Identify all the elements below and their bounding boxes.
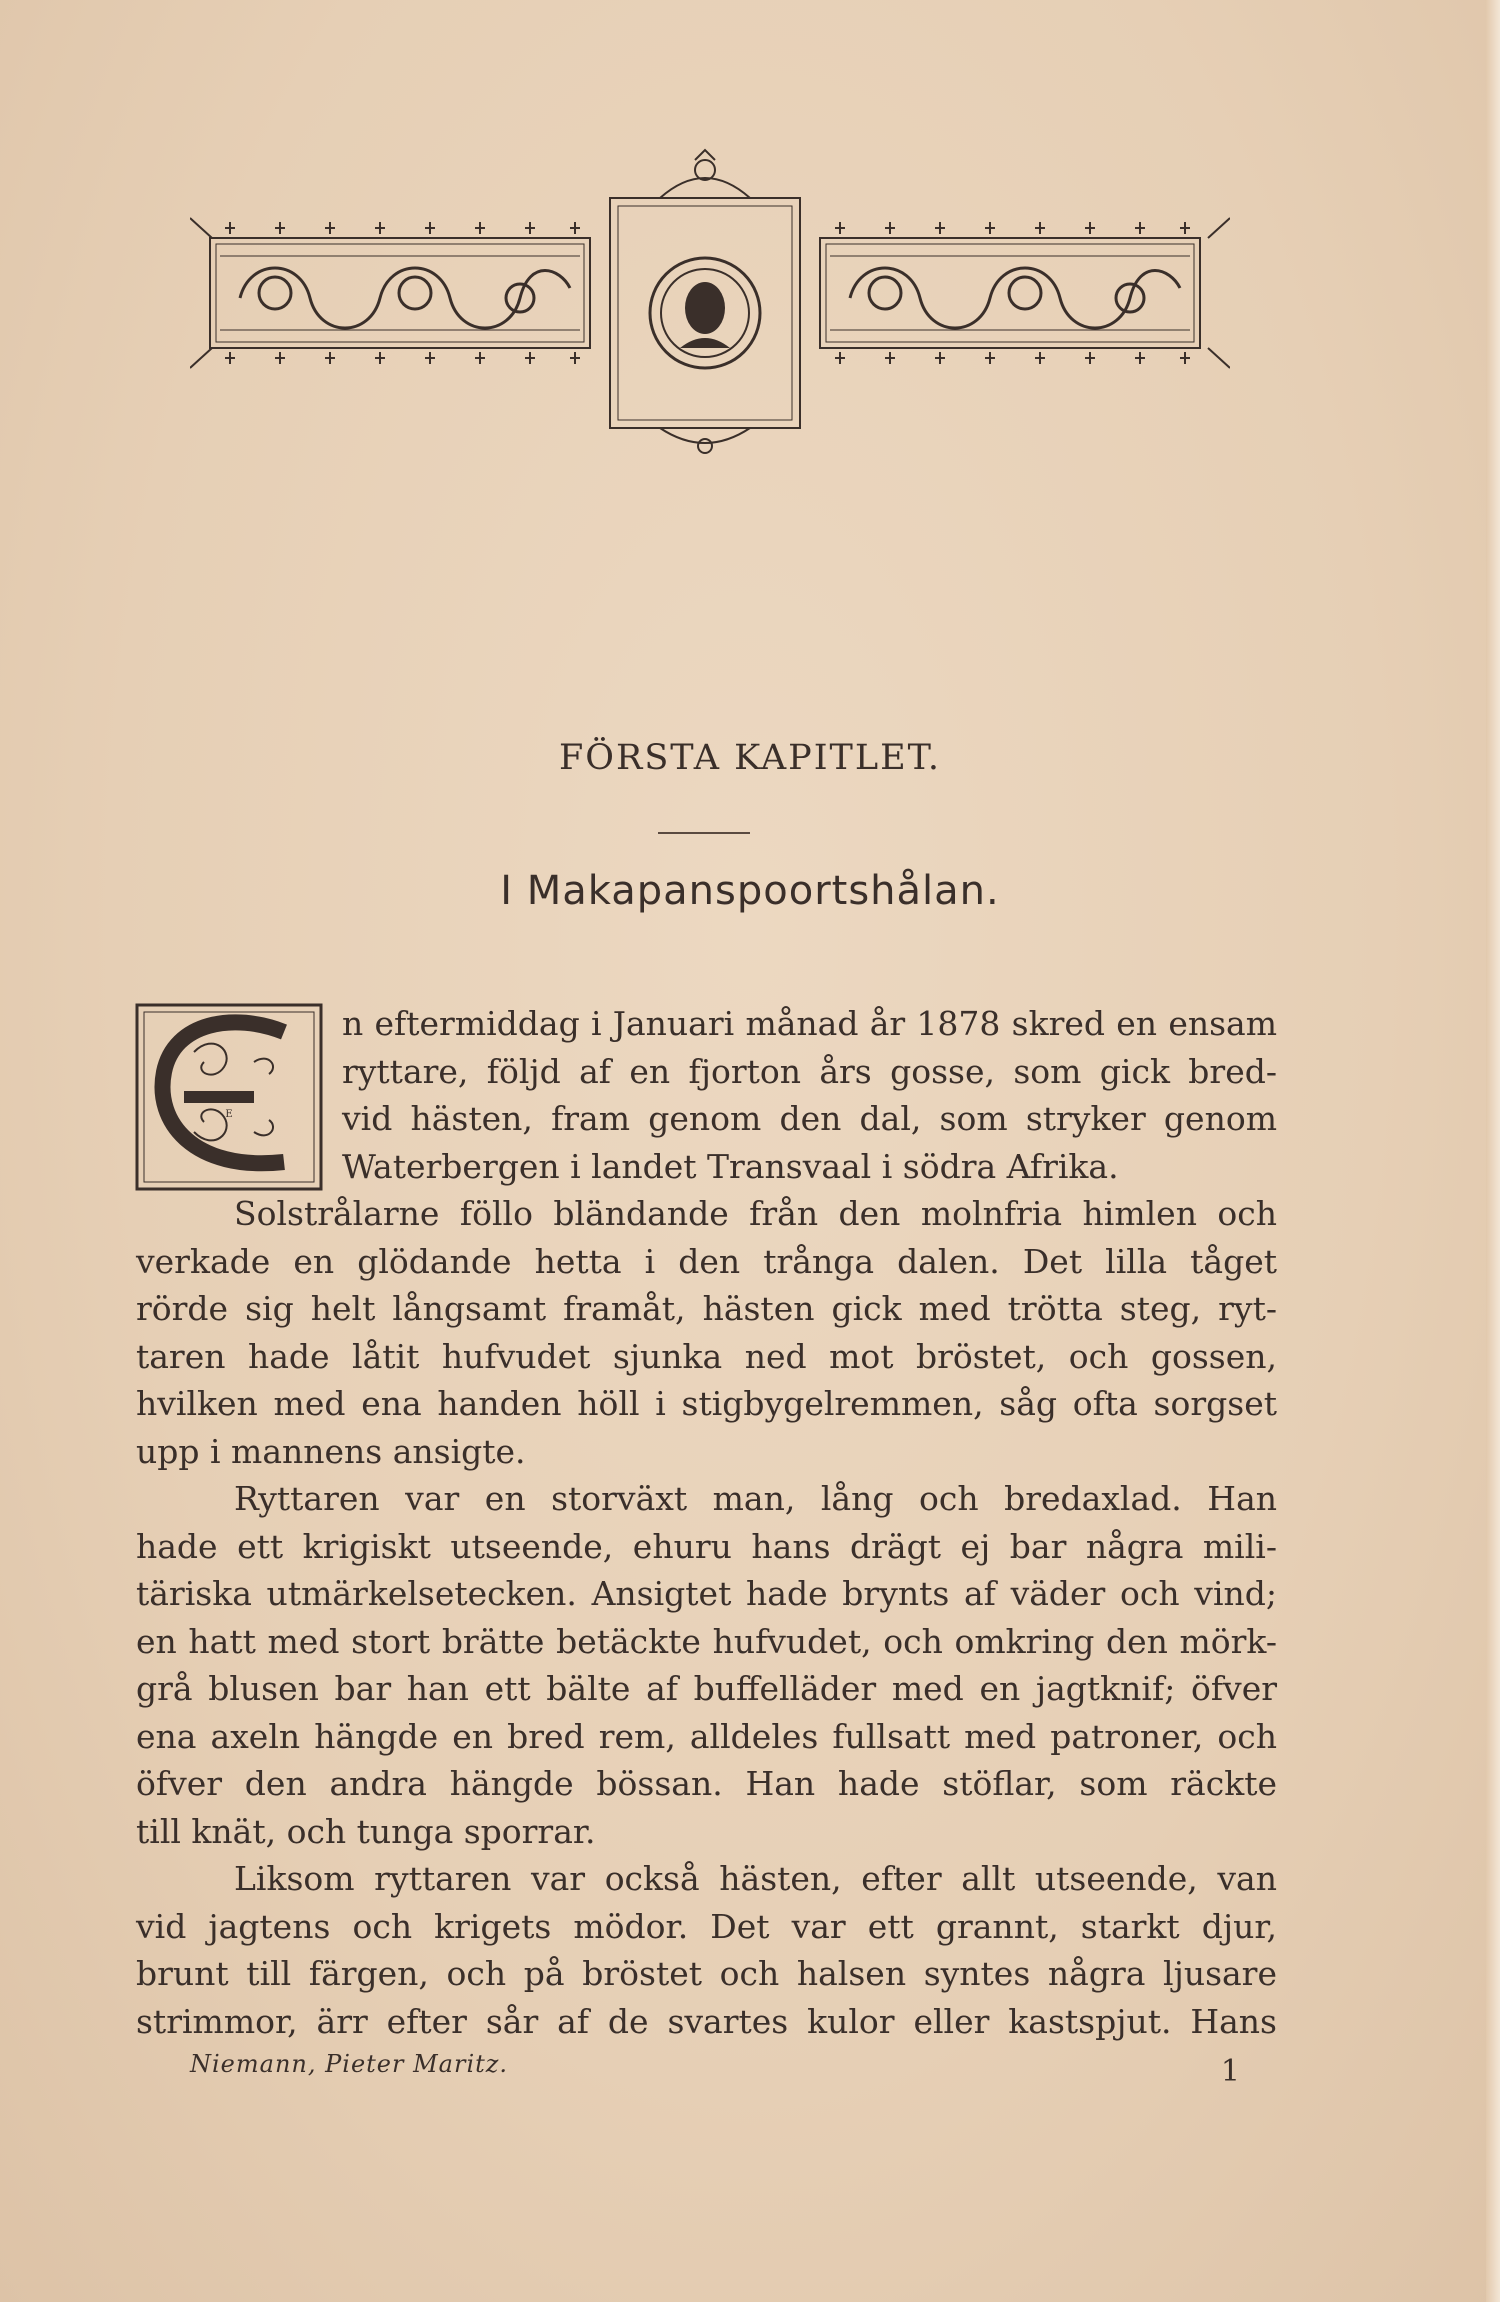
ornamental-header xyxy=(190,148,1230,468)
text-line: Liksom ryttaren var också hästen, efter allt utseende, van xyxy=(234,1859,1277,1898)
text-line: strimmor, ärr efter sår af de svartes kulor eller kastspjut. Hans xyxy=(136,2001,1277,2041)
text-line: vid jagtens och krigets mödor. Det var ett grannt, starkt djur, xyxy=(136,1906,1277,1946)
text-line: en hatt med stort brätte betäckte hufvudet, och omkring den mörk- xyxy=(136,1621,1277,1661)
page-footer xyxy=(190,2050,1240,2090)
text-line: öfver den andra hängde bössan. Han hade stöflar, som räckte xyxy=(136,1764,1277,1803)
paragraph-1 xyxy=(342,1000,1277,1190)
text-line: täriska utmärkelsetecken. Ansigtet hade brynts af väder och vind; xyxy=(136,1574,1277,1613)
text-line: Waterbergen i landet Transvaal i södra Afrika. xyxy=(342,1146,1119,1186)
text-line: Solstrålarne föllo bländande från den molnfria himlen och xyxy=(234,1194,1277,1233)
text-line: n eftermiddag i Januari månad år 1878 skred en ensam xyxy=(342,1004,1277,1043)
text-line: verkade en glödande hetta i den trånga dalen. Det lilla tåget xyxy=(136,1241,1277,1281)
paragraph-3 xyxy=(136,1475,1277,1855)
initial-letter: E xyxy=(225,1109,233,1120)
text-line: grå blusen bar han ett bälte af buffelläder med en jagtknif; öfver xyxy=(136,1669,1277,1708)
text-line: hade ett krigiskt utseende, ehuru hans drägt ej bar några mili- xyxy=(136,1526,1277,1566)
page-number: 1 xyxy=(1220,2054,1240,2089)
paragraph-2 xyxy=(136,1190,1277,1475)
decorative-initial xyxy=(134,1002,324,1192)
chapter-heading: FÖRSTA KAPITLET. xyxy=(559,738,941,778)
text-line: taren hade låtit hufvudet sjunka ned mot bröstet, och gossen, xyxy=(136,1336,1277,1376)
text-line: vid hästen, fram genom den dal, som stryker genom xyxy=(342,1099,1277,1138)
text-line: ryttare, följd af en fjorton års gosse, som gick bred- xyxy=(342,1051,1277,1091)
text-line: Ryttaren var en storväxt man, lång och bredaxlad. Han xyxy=(234,1479,1277,1518)
text-line: brunt till färgen, och på bröstet och halsen syntes några ljusare xyxy=(136,1954,1277,1993)
text-line: ena axeln hängde en bred rem, alldeles fullsatt med patroner, och xyxy=(136,1716,1277,1756)
text-line: hvilken med ena handen höll i stigbygelremmen, såg ofta sorgset xyxy=(136,1384,1277,1423)
text-line: rörde sig helt långsamt framåt, hästen gick med trötta steg, ryt- xyxy=(136,1289,1277,1328)
text-line: upp i mannens ansigte. xyxy=(136,1431,526,1471)
paragraph-4 xyxy=(136,1855,1277,2045)
signature-mark: Niemann, Pieter Maritz. xyxy=(190,2050,509,2078)
heading-divider xyxy=(658,832,750,834)
chapter-title: I Makapanspoortshålan. xyxy=(500,868,1000,914)
page-edge xyxy=(1486,0,1500,2302)
text-line: till knät, och tunga sporrar. xyxy=(136,1811,596,1851)
